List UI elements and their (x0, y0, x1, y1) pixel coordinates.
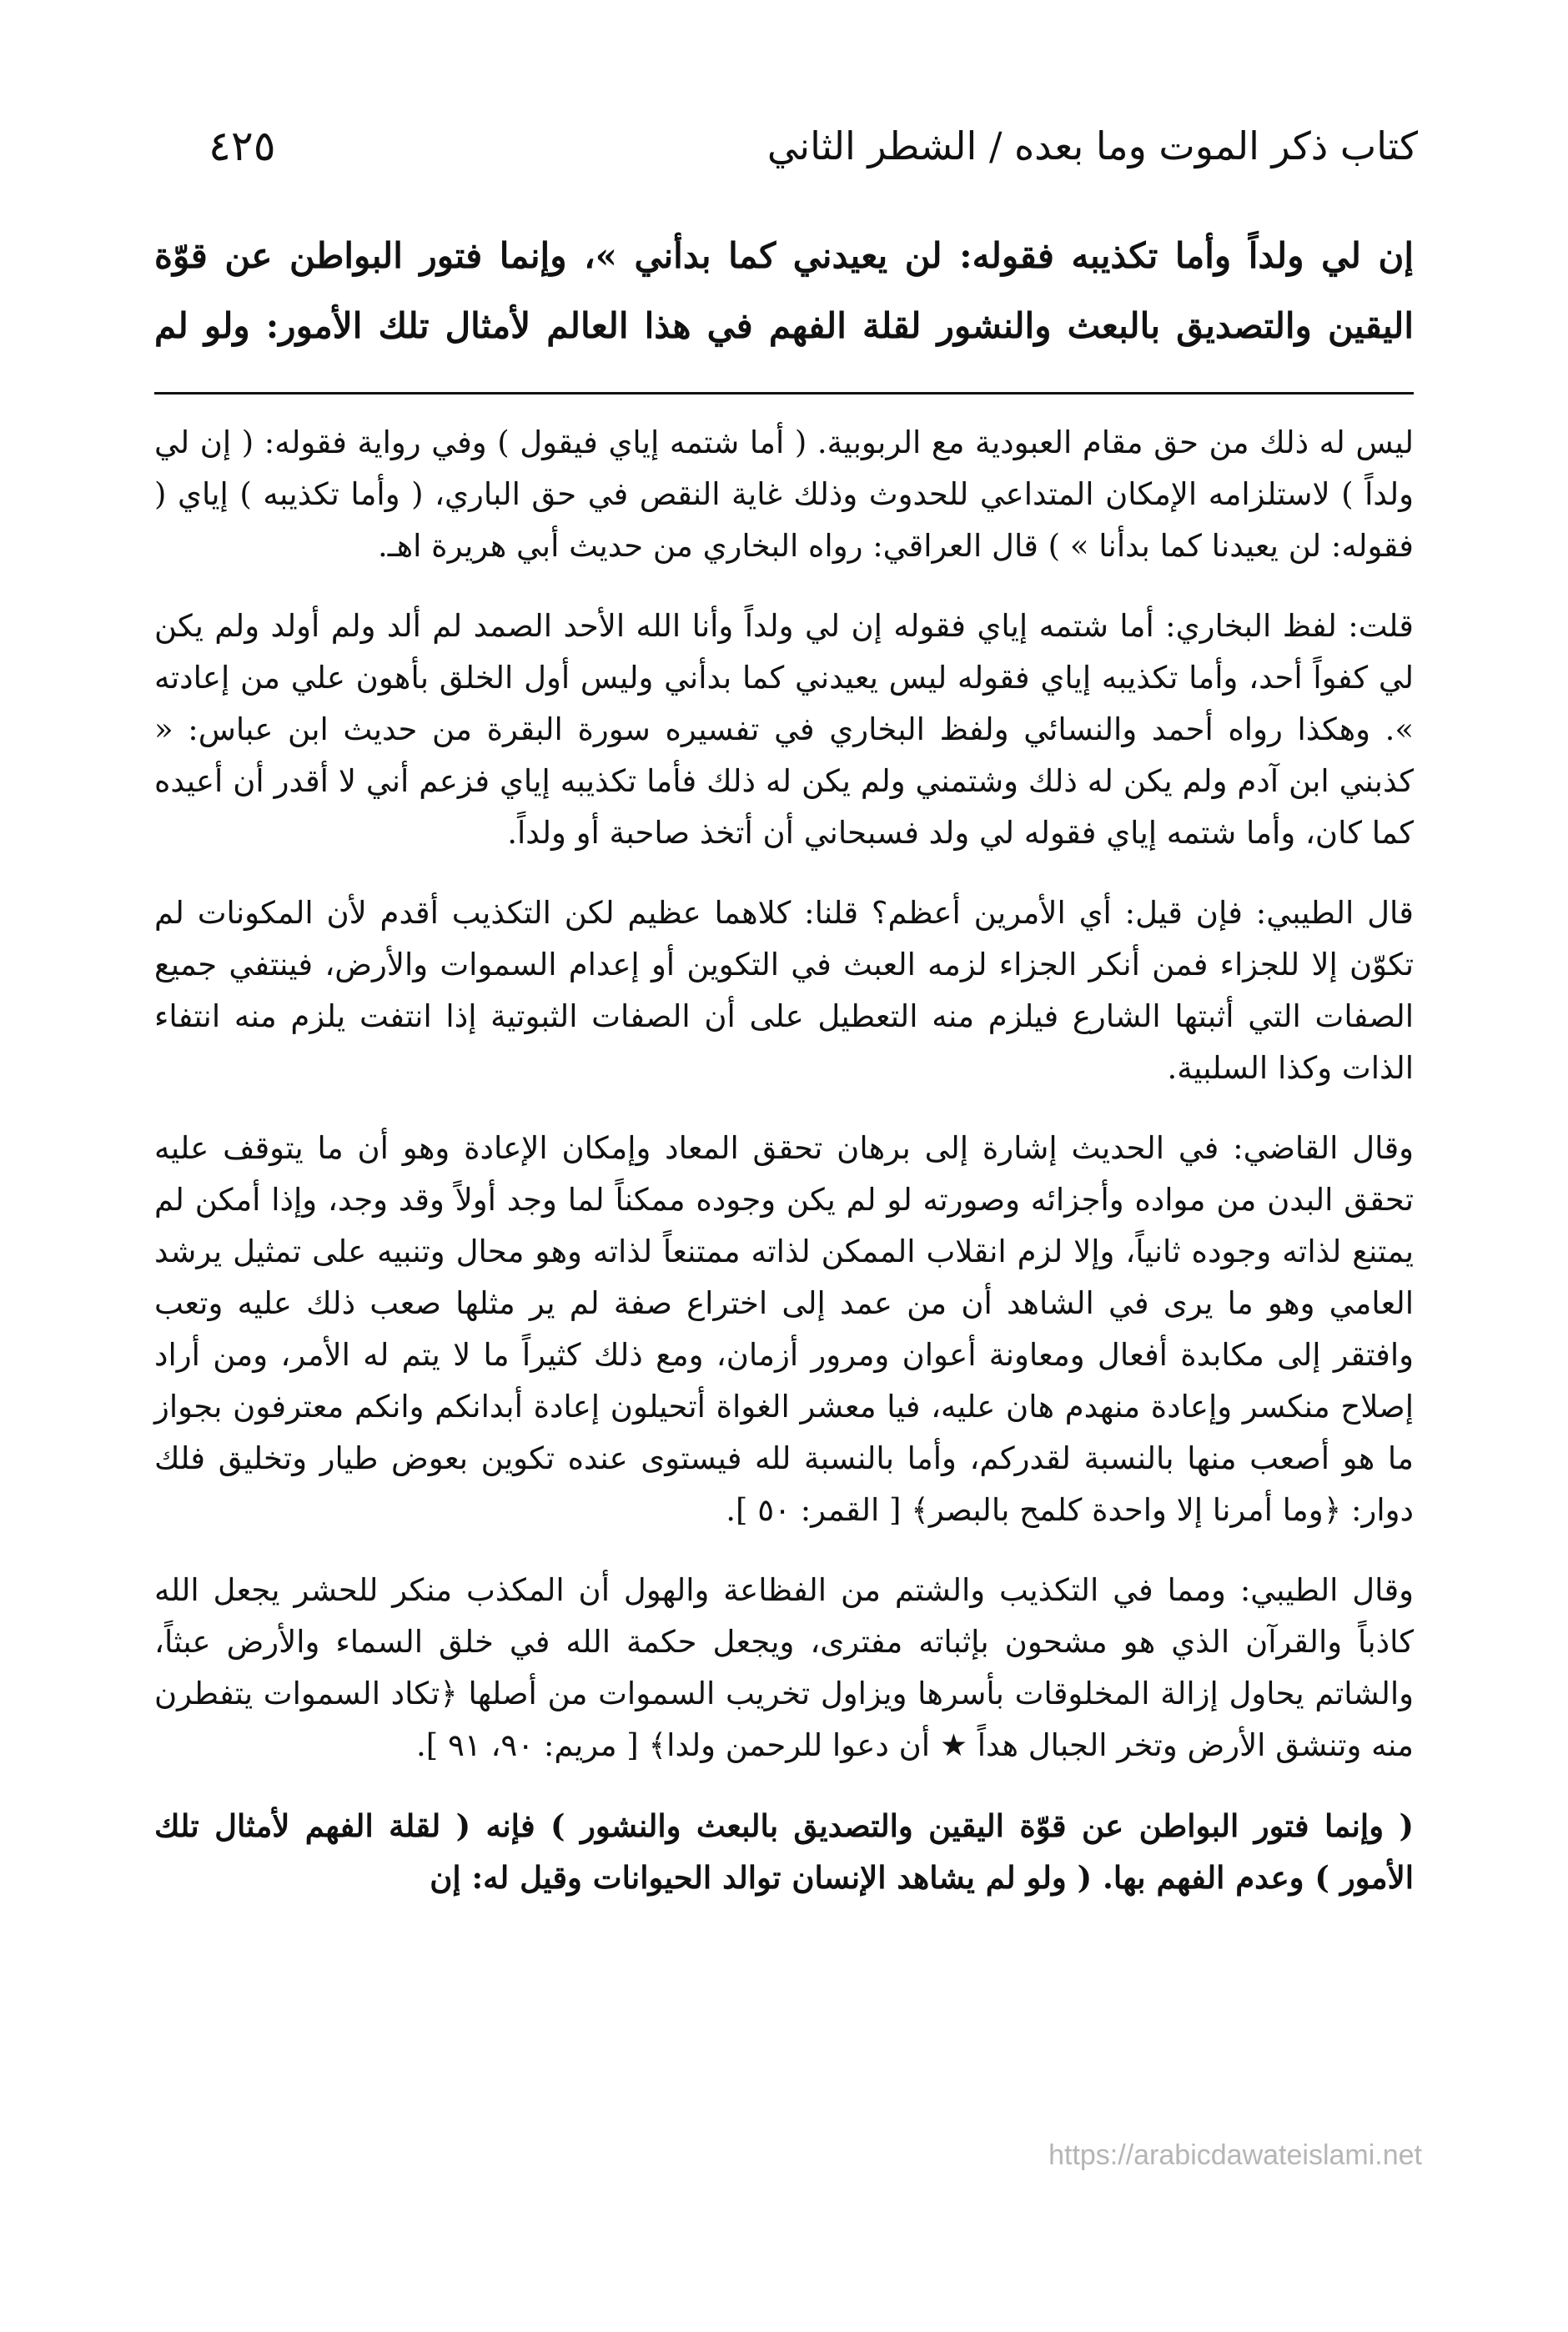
page-number: ٤٢٥ (209, 122, 276, 170)
main-text-line: اليقين والتصديق بالبعث والنشور لقلة الفهم في هذا العالم لأمثال تلك الأمور: ولو لم (154, 305, 1414, 346)
commentary-paragraph: وقال الطيبي: ومما في التكذيب والشتم من الفظاعة والهول أن المكذب منكر للحشر يجعل الله كاذباً والقرآن الذي هو مشحون بإثباته مفترى، ويجعل حكمة الله في خلق السماء والأرض عبثاً، والشاتم يحاول إزالة المخلوقات بأسرها ويزاول تخريب السموات من أصلها ﴿تكاد السموات يتفطرن منه وتنشق الأرض وتخر الجبال هداً ★ أن دعوا للرحمن ولدا﴾ [ مريم: ٩٠، ٩١ ]. (154, 1572, 1414, 1763)
main-text-line: إن لي ولداً وأما تكذيبه فقوله: لن يعيدني كما بدأني »، وإنما فتور البواطن عن قوّة (154, 235, 1414, 276)
footnote-separator-rule (154, 392, 1414, 395)
commentary-paragraph: قال الطيبي: فإن قيل: أي الأمرين أعظم؟ قلنا: كلاهما عظيم لكن التكذيب أقدم لأن المكونات لم تكوّن إلا للجزاء فمن أنكر الجزاء لزمه العبث في التكوين أو إعدام السموات والأرض، فينتفي جميع الصفات التي أثبتها الشارع فيلزم منه التعطيل على أن الصفات الثبوتية إذا انتفت يلزم منه انتفاء الذات وكذا السلبية. (154, 895, 1414, 1086)
commentary-block (154, 417, 1414, 1923)
commentary-paragraph: ليس له ذلك من حق مقام العبودية مع الربوبية. ( أما شتمه إياي فيقول ) وفي رواية فقوله: ( إن لي ولداً ) لاستلزامه الإمكان المتداعي للحدوث وذلك غاية النقص في حق الباري، ( وأما تكذيبه ) إياي ( فقوله: لن يعيدنا كما بدأنا » ) قال العراقي: رواه البخاري من حديث أبي هريرة اهـ. (154, 425, 1414, 564)
commentary-paragraph: وقال القاضي: في الحديث إشارة إلى برهان تحقق المعاد وإمكان الإعادة وهو أن ما يتوقف عليه تحقق البدن من مواده وأجزائه وصورته لو لم يكن وجوده ممكناً لما وجد أولاً وقد وجد، وإذا أمكن لم يمتنع لذاته وجوده ثانياً، وإلا لزم انقلاب الممكن لذاته ممتنعاً لذاته وهو محال وتنبيه على تمثيل يرشد العامي وهو ما يرى في الشاهد أن من عمد إلى اختراع صفة لم ير مثلها صعب ذلك عليه وتعب وافتقر إلى مكابدة أفعال ومعاونة أعوان ومرور أزمان، ومع ذلك كثيراً ما لا يتم له الأمر، ومن أراد إصلاح منكسر وإعادة منهدم هان عليه، فيا معشر الغواة أتحيلون إعادة أبدانكم وانكم معترفون بجواز ما هو أصعب منها بالنسبة لقدركم، وأما بالنسبة لله فيستوى عنده تكوين بعوض طيار وتخليق فلك دوار: ﴿وما أمرنا إلا واحدة كلمح بالبصر﴾ [ القمر: ٥٠ ]. (154, 1130, 1414, 1528)
commentary-paragraph: ( وإنما فتور البواطن عن قوّة اليقين والتصديق بالبعث والنشور ) فإنه ( لقلة الفهم لأمثال تلك الأمور ) وعدم الفهم بها. ( ولو لم يشاهد الإنسان توالد الحيوانات وقيل له: إن (154, 1807, 1414, 1896)
main-text-block (154, 221, 1414, 361)
commentary-paragraph: قلت: لفظ البخاري: أما شتمه إياي فقوله إن لي ولداً وأنا الله الأحد الصمد لم ألد ولم أولد ولم يكن لي كفواً أحد، وأما تكذيبه إياي فقوله ليس يعيدني كما بدأني وليس أول الخلق بأهون علي من إعادته ». وهكذا رواه أحمد والنسائي ولفظ البخاري في تفسيره سورة البقرة من حديث ابن عباس: « كذبني ابن آدم ولم يكن له ذلك وشتمني ولم يكن له ذلك فأما تكذيبه إياي فزعم أني لا أقدر أن أعيده كما كان، وأما شتمه إياي فقوله لي ولد فسبحاني أن أتخذ صاحبة أو ولداً. (154, 608, 1414, 851)
watermark-url: https://arabicdawateislami.net (1048, 2139, 1422, 2171)
page-header (209, 113, 1418, 179)
running-title: كتاب ذكر الموت وما بعده / الشطر الثاني (766, 123, 1418, 168)
